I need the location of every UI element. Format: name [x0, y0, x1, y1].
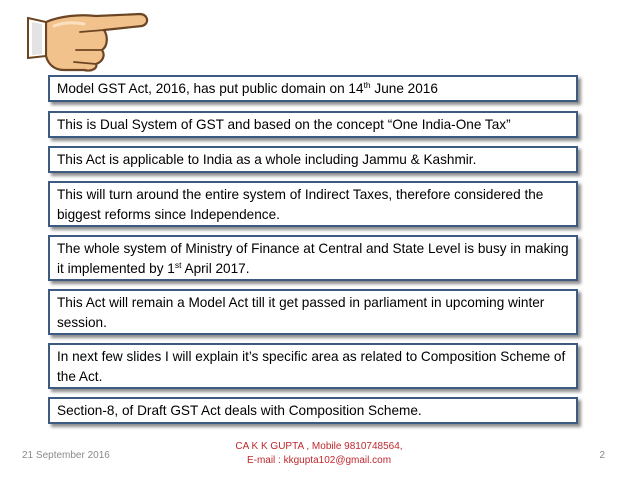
bullet-text: In next few slides I will explain it’s specific area as related to Composition Scheme of the Act.: [57, 349, 566, 384]
contact-line: CA K K GUPTA , Mobile 9810748564,: [235, 441, 403, 452]
bullet-box: [48, 181, 578, 227]
bullet-box: [48, 397, 578, 424]
page-number: 2: [599, 450, 605, 461]
bullet-text: Section-8, of Draft GST Act deals with Composition Scheme.: [57, 403, 422, 418]
bullet-box: [48, 235, 578, 281]
bullet-text: This Act is applicable to India as a whole including Jammu & Kashmir.: [57, 152, 477, 167]
superscript: st: [174, 260, 182, 270]
footer-date: 21 September 2016: [22, 450, 110, 461]
bullet-box: [48, 343, 578, 389]
bullet-text: This is Dual System of GST and based on the concept “One India-One Tax”: [57, 117, 511, 132]
bullet-text: Model GST Act, 2016, has put public domain on 14: [57, 81, 364, 96]
footer-contact: [209, 440, 429, 468]
bullet-text: The whole system of Ministry of Finance at Central and State Level is busy in making it implemented by 1: [57, 241, 569, 276]
bullet-box: [48, 289, 578, 335]
bullet-text: June 2016: [370, 81, 438, 96]
bullet-text: This Act will remain a Model Act till it get passed in parliament in upcoming winter session.: [57, 295, 545, 330]
bullet-text: April 2017.: [181, 261, 250, 276]
superscript: th: [363, 80, 371, 90]
bullet-text: This will turn around the entire system of Indirect Taxes, therefore considered the biggest reforms since Independence.: [57, 187, 544, 222]
contact-email: E-mail : kkgupta102@gmail.com: [246, 455, 392, 466]
pointing-hand-icon: [24, 4, 152, 72]
bullet-box: [48, 111, 578, 138]
bullet-box: [48, 75, 578, 102]
bullet-box: [48, 146, 578, 173]
